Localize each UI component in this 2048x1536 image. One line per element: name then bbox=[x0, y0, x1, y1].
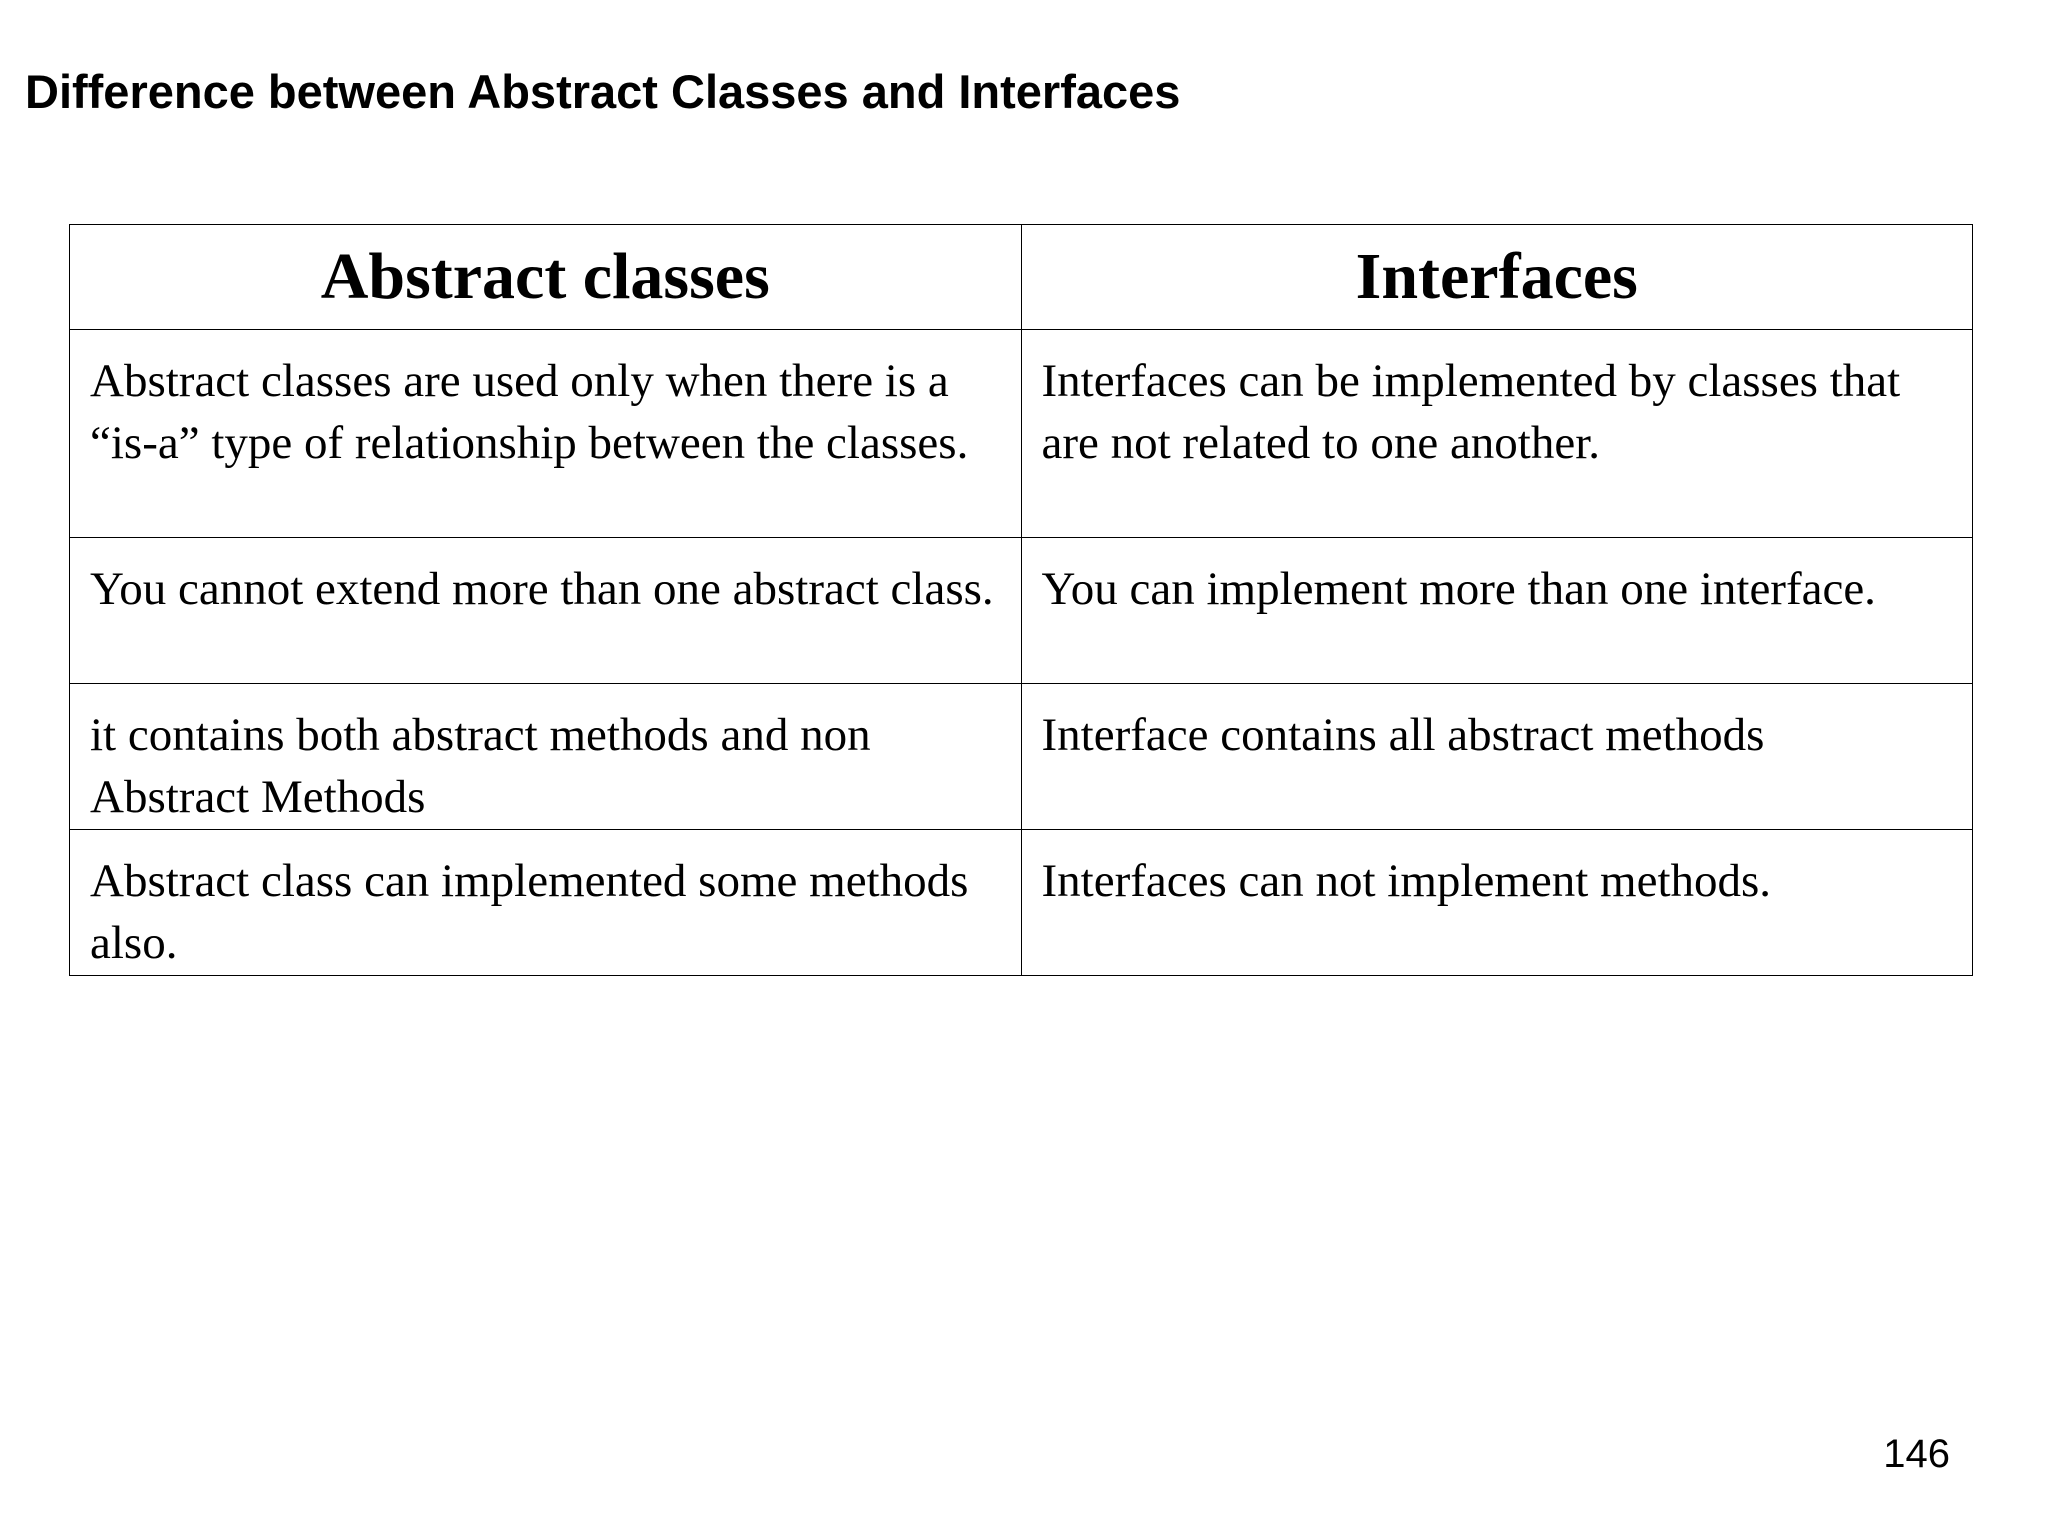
abstract-cell: Abstract classes are used only when there is a “is-a” type of relationship between the classes. bbox=[70, 330, 1022, 538]
table-row bbox=[70, 830, 1973, 976]
slide-title: Difference between Abstract Classes and Interfaces bbox=[25, 65, 1181, 118]
interface-cell: Interface contains all abstract methods bbox=[1021, 684, 1973, 830]
table-row bbox=[70, 538, 1973, 684]
abstract-cell: You cannot extend more than one abstract class. bbox=[70, 538, 1022, 684]
comparison-table bbox=[69, 224, 1973, 976]
header-interfaces: Interfaces bbox=[1021, 225, 1973, 330]
interface-cell: You can implement more than one interface. bbox=[1021, 538, 1973, 684]
table-row bbox=[70, 330, 1973, 538]
abstract-cell: it contains both abstract methods and non Abstract Methods bbox=[70, 684, 1022, 830]
page-number: 146 bbox=[1883, 1432, 1950, 1476]
interface-cell: Interfaces can not implement methods. bbox=[1021, 830, 1973, 976]
interface-cell: Interfaces can be implemented by classes that are not related to one another. bbox=[1021, 330, 1973, 538]
abstract-cell: Abstract class can implemented some methods also. bbox=[70, 830, 1022, 976]
header-abstract-classes: Abstract classes bbox=[70, 225, 1022, 330]
table-row bbox=[70, 684, 1973, 830]
table-header-row bbox=[70, 225, 1973, 330]
